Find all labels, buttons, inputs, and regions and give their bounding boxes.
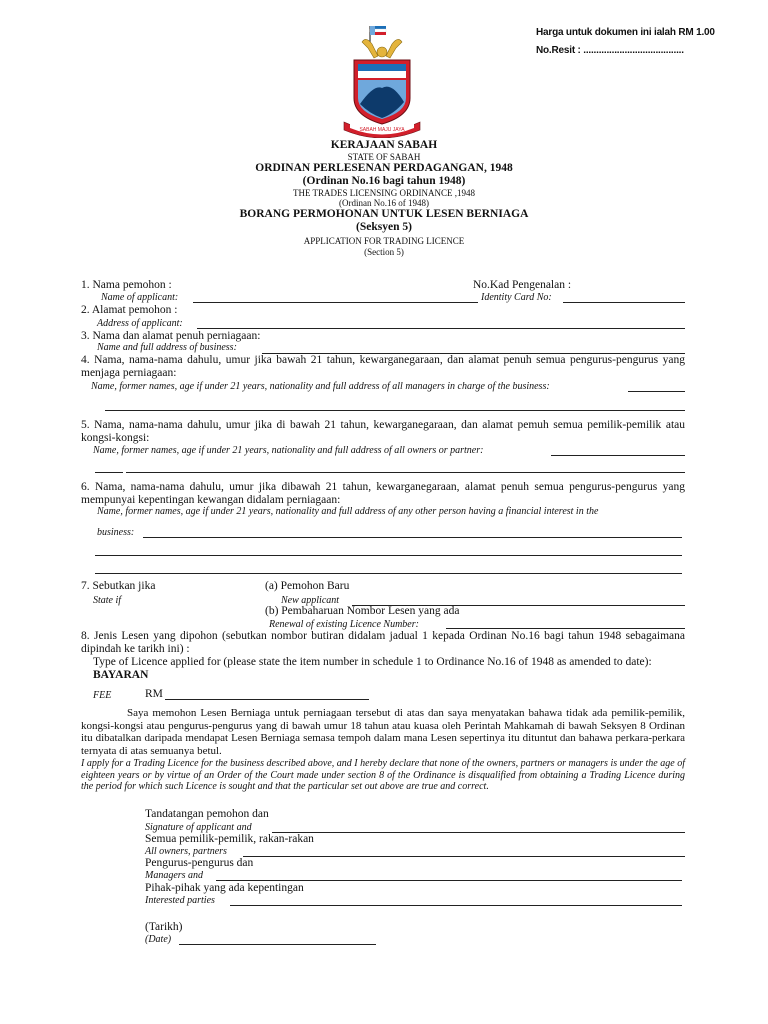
signature-interested-sublabel: Interested parties: [145, 895, 215, 906]
date-field[interactable]: [179, 944, 376, 945]
owners-label: 5. Nama, nama-nama dahulu, umur jika di bawah 21 tahun, kewarganegaraan, dan alamat pemuh semua pemilik-pemilik atau kongsi-kongsi:: [81, 419, 685, 444]
renewal-licence-field[interactable]: [446, 628, 685, 629]
renewal-label: (b) Pembaharuan Nombor Lesen yang ada: [265, 605, 460, 617]
licence-type-en: Type of Licence applied for (please state the item number in schedule 1 to Ordinance No.16 of 1948 as amended to date):: [93, 656, 652, 668]
receipt-number-label: No.Resit : .......................................: [536, 45, 684, 56]
signature-owners-field[interactable]: [243, 856, 685, 857]
form-title-my: BORANG PERMOHONAN UNTUK LESEN BERNIAGA: [239, 208, 529, 220]
signature-applicant-field[interactable]: [272, 832, 685, 833]
ordinance-number-my: (Ordinan No.16 bagi tahun 1948): [302, 175, 466, 187]
owners-sublabel: Name, former names, age if under 21 years, nationality and full address of all owners or partner:: [93, 445, 484, 456]
ic-number-sublabel: Identity Card No:: [481, 292, 552, 303]
financial-interest-field-3[interactable]: [95, 573, 682, 574]
fee-amount-field[interactable]: [165, 699, 369, 700]
signature-managers-sublabel: Managers and: [145, 870, 204, 881]
signature-interested-field[interactable]: [230, 905, 682, 906]
signature-owners-sublabel: All owners, partners: [145, 846, 227, 857]
licence-type-label: 8. Jenis Lesen yang dipohon (sebutkan nombor butiran didalam jadual 1 kepada Ordinan No.16 bagi tahun 1948 sebagaimana dipindah ke tarikh ini) :: [81, 630, 685, 655]
business-address-sublabel: Name and full address of business:: [97, 342, 237, 353]
applicant-address-label: 2. Alamat pemohon :: [81, 304, 178, 316]
price-note: Harga untuk dokumen ini ialah RM 1.00: [536, 27, 715, 38]
fee-label: FEE: [93, 690, 112, 701]
applicant-address-field[interactable]: [197, 328, 685, 329]
state-if-sublabel: State if: [93, 595, 122, 606]
ic-number-field[interactable]: [563, 302, 685, 303]
section-en: (Section 5): [364, 247, 404, 257]
date-sublabel: (Date): [145, 934, 172, 945]
state-if-label: 7. Sebutkan jika: [81, 580, 156, 592]
signature-managers-field[interactable]: [216, 880, 682, 881]
signature-interested-label: Pihak-pihak yang ada kepentingan: [145, 882, 304, 894]
ordinance-number-en: (Ordinan No.16 of 1948): [339, 198, 429, 208]
managers-sublabel: Name, former names, age if under 21 years, nationality and full address of all managers in charge of the business:: [91, 381, 550, 392]
owners-field-2a[interactable]: [95, 472, 123, 473]
owners-field-2b[interactable]: [126, 472, 685, 473]
applicant-name-label: 1. Nama pemohon :: [81, 279, 172, 291]
ordinance-title-en: THE TRADES LICENSING ORDINANCE ,1948: [292, 188, 476, 198]
financial-interest-sublabel-2: business:: [97, 527, 135, 538]
applicant-name-field[interactable]: [193, 302, 478, 303]
state-title: STATE OF SABAH: [347, 152, 421, 162]
signature-applicant-label: Tandatangan pemohon dan: [145, 808, 269, 820]
declaration-en: I apply for a Trading Licence for the business described above, and I hereby declare that none of the owners, partners or managers is under the age of eighteen years or by virtue of an Order of the Court made under section 8 of the Ordinance is disqualified from obtaining a Trading Licence during the period for which such Licence is sought and that the particular set out above are true and correct.: [81, 758, 685, 793]
section-my: (Seksyen 5): [356, 221, 412, 233]
applicant-address-sublabel: Address of applicant:: [97, 318, 183, 329]
ordinance-title-my: ORDINAN PERLESENAN PERDAGANGAN, 1948: [255, 162, 513, 174]
signature-owners-label: Semua pemilik-pemilik, rakan-rakan: [145, 833, 314, 845]
government-title: KERAJAAN SABAH: [330, 139, 438, 151]
signature-managers-label: Pengurus-pengurus dan: [145, 857, 254, 869]
financial-interest-field-2[interactable]: [95, 555, 682, 556]
fee-heading: BAYARAN: [93, 669, 149, 681]
sabah-crest-icon: [340, 22, 424, 138]
financial-interest-label: 6. Nama, nama-nama dahulu, umur jika dibawah 21 tahun, kewarganegaraan, alamat penuh semua pengurus-pengurus yang mempunyai kepentingan kewangan didalam perniagaan:: [81, 481, 685, 506]
business-address-label: 3. Nama dan alamat penuh perniagaan:: [81, 330, 261, 342]
new-applicant-label: (a) Pemohon Baru: [265, 580, 350, 592]
fee-currency: RM: [145, 688, 163, 700]
ic-number-label: No.Kad Pengenalan :: [473, 279, 572, 291]
crest-motto: SABAH MAJU JAYA: [359, 127, 405, 133]
managers-label: 4. Nama, nama-nama dahulu, umur jika bawah 21 tahun, kewarganegaraan, dan alamat penuh semua pengurus-pengurus yang menjaga perniagaan:: [81, 354, 685, 379]
signature-applicant-sublabel: Signature of applicant and: [145, 822, 252, 833]
financial-interest-field-1[interactable]: [143, 537, 682, 538]
owners-field-1[interactable]: [551, 455, 685, 456]
form-title-en: APPLICATION FOR TRADING LICENCE: [303, 236, 465, 246]
renewal-sublabel: Renewal of existing Licence Number:: [269, 619, 419, 630]
new-applicant-sublabel: New applicant: [281, 595, 340, 606]
date-label: (Tarikh): [145, 921, 183, 933]
applicant-name-sublabel: Name of applicant:: [101, 292, 179, 303]
managers-field-1[interactable]: [628, 391, 685, 392]
financial-interest-sublabel: Name, former names, age if under 21 years, nationality and full address of any other person having a financial interest in the: [97, 506, 599, 517]
declaration-my: Saya memohon Lesen Berniaga untuk perniagaan tersebut di atas dan saya menyatakan bahawa tidak ada pemilik-pemilik, kongsi-kongsi atau pengurus-pengurus yang di bawah umur 18 tahun atau kuasa oleh Perintah Mahkamah di bawah Seksyen 8 Ordinan itu dibatalkan daripada mendapat Lesen Berniaga semasa tempoh dalam mana Lesen sepertinya itu dituntut dan bahawa perkara-perkara ternyata di atas semuanya betul.: [81, 707, 685, 757]
managers-field-2[interactable]: [105, 410, 685, 411]
